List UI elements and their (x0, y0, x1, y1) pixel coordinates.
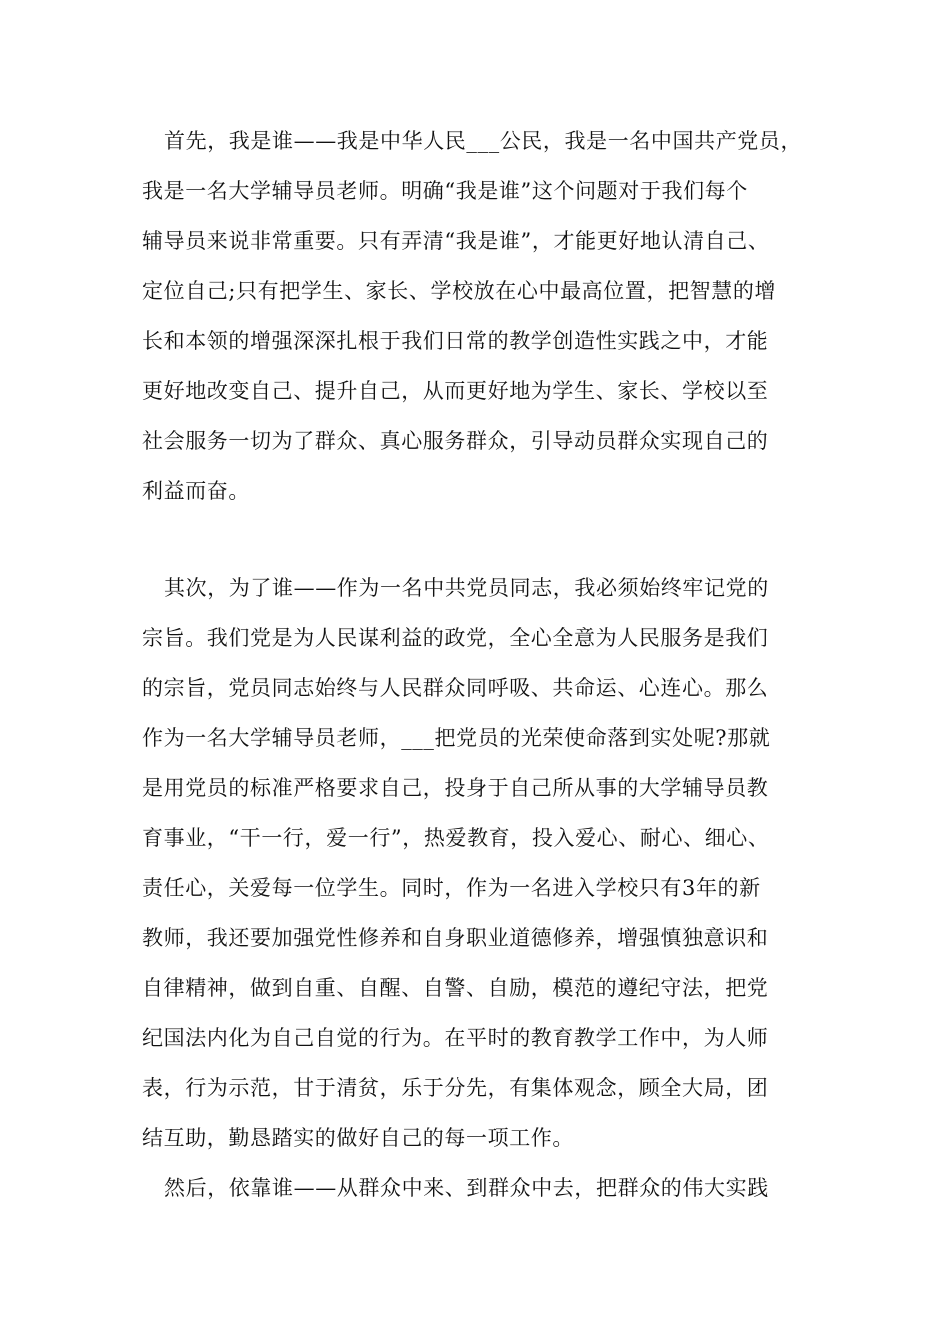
text-line: 结互助，勤恳踏实的做好自己的每一项工作。 (142, 1126, 574, 1150)
text-line: 宗旨。我们党是为人民谋利益的政党，全心全意为人民服务是我们 (142, 626, 769, 650)
text-line: 长和本领的增强深深扎根于我们日常的教学创造性实践之中，才能 (142, 329, 769, 353)
text-line: 我是一名大学辅导员老师。明确“我是谁”这个问题对于我们每个 (142, 179, 748, 203)
text-line: 辅导员来说非常重要。只有弄清“我是谁”，才能更好地认清自己、 (142, 229, 770, 253)
text-line: 的宗旨，党员同志始终与人民群众同呼吸、共命运、心连心。那么 (142, 676, 769, 700)
text-line: 社会服务一切为了群众、真心服务群众，引导动员群众实现自己的 (142, 429, 769, 453)
text-line: 然后，依靠谁——从群众中来、到群众中去，把群众的伟大实践 (164, 1176, 769, 1200)
text-line: 是用党员的标准严格要求自己，投身于自己所从事的大学辅导员教 (142, 776, 769, 800)
text-line: 其次，为了谁——作为一名中共党员同志，我必须始终牢记党的 (164, 576, 769, 600)
text-line: 作为一名大学辅导员老师，___把党员的光荣使命落到实处呢?那就 (142, 726, 771, 750)
text-line: 自律精神，做到自重、自醒、自警、自励，模范的遵纪守法，把党 (142, 976, 769, 1000)
text-line: 育事业，“干一行，爱一行”，热爱教育，投入爱心、耐心、细心、 (142, 826, 770, 850)
text-line: 利益而奋。 (142, 479, 250, 503)
text-line: 首先，我是谁——我是中华人民___公民，我是一名中国共产党员， (164, 129, 803, 153)
text-line: 表，行为示范，甘于清贫，乐于分先，有集体观念，顾全大局，团 (142, 1076, 769, 1100)
text-line: 纪国法内化为自己自觉的行为。在平时的教育教学工作中，为人师 (142, 1026, 769, 1050)
text-line: 责任心，关爱每一位学生。同时，作为一名进入学校只有3年的新 (142, 876, 761, 900)
text-line: 教师，我还要加强党性修养和自身职业道德修养，增强慎独意识和 (142, 926, 769, 950)
text-line: 定位自己;只有把学生、家长、学校放在心中最高位置，把智慧的增 (142, 279, 777, 303)
text-line: 更好地改变自己、提升自己，从而更好地为学生、家长、学校以至 (142, 379, 769, 403)
